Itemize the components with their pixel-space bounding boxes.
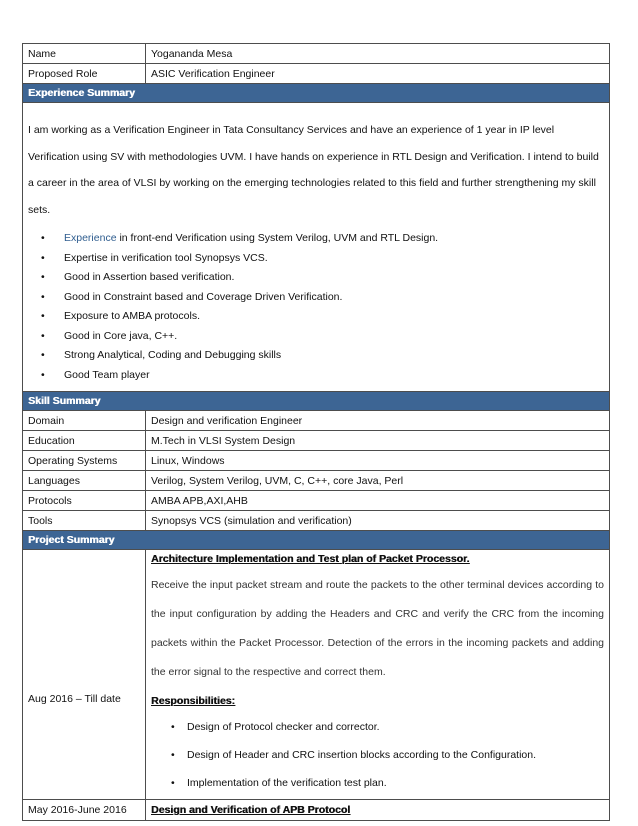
list-item (28, 288, 604, 308)
responsibilities-label: Responsibilities: (151, 695, 236, 707)
bullet-icon: • (41, 232, 45, 244)
list-item (28, 366, 604, 386)
bullet-icon: • (41, 290, 45, 303)
bullet-icon: • (41, 251, 45, 264)
project-details (146, 550, 610, 800)
list-item (151, 713, 604, 741)
list-item (28, 229, 604, 249)
skill-label: Tools (23, 511, 146, 531)
list-item (151, 741, 604, 769)
name-row (23, 44, 610, 64)
skill-value: AMBA APB,AXI,AHB (146, 491, 610, 511)
skill-label: Languages (23, 471, 146, 491)
bullet-icon: • (41, 329, 45, 342)
list-item-text: Exposure to AMBA protocols. (64, 310, 200, 322)
skill-label: Protocols (23, 491, 146, 511)
project-title: Design and Verification of APB Protocol (151, 804, 351, 816)
list-item-text: Design of Header and CRC insertion blocks according to the Configuration. (187, 749, 537, 761)
skill-heading: Skill Summary (23, 392, 610, 411)
skill-value: M.Tech in VLSI System Design (146, 431, 610, 451)
list-item (28, 307, 604, 327)
list-item-text: Good in Core java, C++. (64, 329, 178, 342)
bullet-icon: • (41, 368, 45, 381)
project-description: Receive the input packet stream and route the packets to the other terminal devices according to the input configuration by adding the Headers and CRC and verify the CRC from the incoming packets within the Packet Processor. Detection of the errors in the incoming packets and adding the error signal to the respective and correct them. (151, 579, 604, 678)
responsibilities-list (151, 713, 604, 797)
skill-value: Linux, Windows (146, 451, 610, 471)
list-item-text: Strong Analytical, Coding and Debugging skills (64, 349, 282, 361)
list-item-text: Good in Constraint based and Coverage Driven Verification. (64, 290, 343, 303)
list-item (28, 268, 604, 288)
skill-value: Verilog, System Verilog, UVM, C, C++, core Java, Perl (146, 471, 610, 491)
experience-heading-row (23, 84, 610, 103)
name-label: Name (23, 44, 146, 64)
skill-label: Domain (23, 411, 146, 431)
list-item (151, 769, 604, 797)
skill-label: Education (23, 431, 146, 451)
resume-table (22, 43, 610, 821)
table-row (23, 471, 610, 491)
table-row (23, 511, 610, 531)
project-date: May 2016-June 2016 (23, 800, 146, 821)
bullet-icon: • (41, 349, 45, 361)
experience-paragraph: I am working as a Verification Engineer in Tata Consultancy Services and have an experience of 1 year in IP level Verification using SV with methodologies UVM. I have hands on experience in RTL Design and Verification. I intend to build a career in the area of VLSI by working on the emerging technologies related to this field and further strengthening my skill sets. (28, 124, 599, 216)
experience-lead-word: Experience (64, 232, 117, 244)
name-value: Yogananda Mesa (146, 44, 610, 64)
list-item (28, 346, 604, 366)
project-heading-row (23, 531, 610, 550)
bullet-icon: • (171, 749, 175, 761)
resume-sheet (22, 43, 610, 821)
bullet-icon: • (41, 310, 45, 322)
bullet-icon: • (171, 777, 175, 789)
project-heading: Project Summary (23, 531, 610, 550)
project-title: Architecture Implementation and Test plan of Packet Processor. (151, 553, 470, 565)
experience-heading: Experience Summary (23, 84, 610, 103)
project-date: Aug 2016 – Till date (23, 550, 146, 800)
list-item-text: Implementation of the verification test plan. (187, 777, 387, 789)
skill-heading-row (23, 392, 610, 411)
table-row (23, 431, 610, 451)
table-row (23, 451, 610, 471)
skill-value: Design and verification Engineer (146, 411, 610, 431)
skill-value: Synopsys VCS (simulation and verification) (146, 511, 610, 531)
experience-lead-rest: in front-end Verification using System Verilog, UVM and RTL Design. (116, 232, 439, 244)
list-item-text: Expertise in verification tool Synopsys VCS. (64, 251, 268, 264)
skill-label: Operating Systems (23, 451, 146, 471)
table-row (23, 491, 610, 511)
project-row (23, 800, 610, 821)
project-details (146, 800, 610, 821)
bullet-icon: • (41, 271, 45, 283)
list-item (28, 249, 604, 269)
role-value: ASIC Verification Engineer (146, 64, 610, 84)
list-item (28, 327, 604, 347)
experience-bullet-list (28, 229, 604, 385)
experience-body-row (23, 103, 610, 392)
project-row (23, 550, 610, 800)
list-item-text: Design of Protocol checker and corrector. (187, 721, 380, 733)
list-item-text: Good in Assertion based verification. (64, 271, 235, 283)
role-row (23, 64, 610, 84)
table-row (23, 411, 610, 431)
experience-body (23, 103, 610, 392)
bullet-icon: • (171, 721, 175, 733)
role-label: Proposed Role (23, 64, 146, 84)
list-item-text: Good Team player (64, 368, 150, 381)
